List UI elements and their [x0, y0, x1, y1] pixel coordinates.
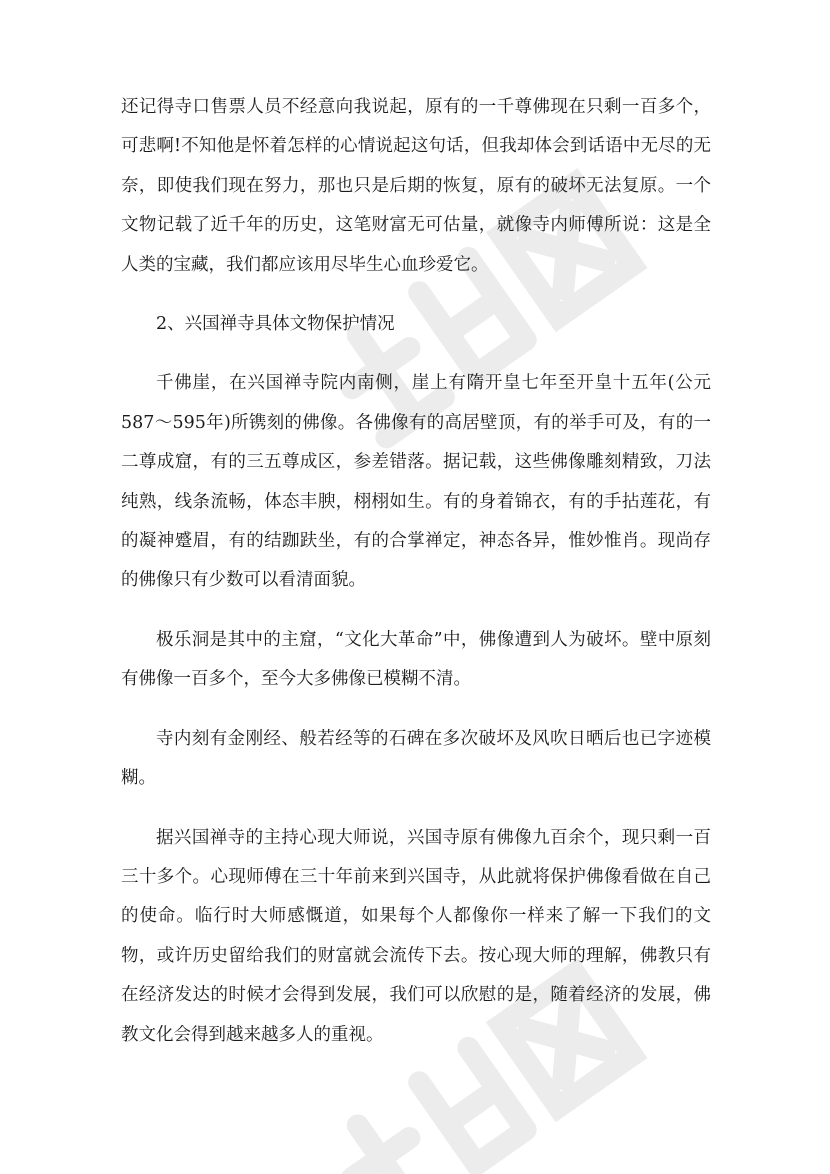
section-heading: 2、兴国禅寺具体文物保护情况: [156, 314, 395, 335]
paragraph-thousand-buddha-cliff: 千佛崖，在兴国禅寺院内南侧，崖上有隋开皇七年至开皇十五年(公元587～595年)所镌刻的佛像。各佛像有的高居壁顶，有的举手可及，有的一二尊成窟，有的三五尊成区，参差错落。据记载，这些佛像雕刻精致，刀法纯熟，线条流畅，体态丰腴，栩栩如生。有的身着锦衣，有的手拈莲花，有的凝神蹙眉，有的结跏趺坐，有的合掌禅定，神态各异，惟妙惟肖。现尚存的佛像只有少数可以看清面貌。: [121, 373, 711, 591]
paragraph-stone-tablets: 寺内刻有金刚经、般若经等的石碑在多次破坏及风吹日晒后也已字迹模糊。: [121, 728, 711, 789]
document-body: [121, 88, 711, 1055]
paragraph-jile-cave: 极乐洞是其中的主窟，“文化大革命”中，佛像遭到人为破坏。壁中原刻有佛像一百多个，至今大多佛像已模糊不清。: [121, 629, 711, 690]
paragraph-master-xinxian: 据兴国禅寺的主持心现大师说，兴国寺原有佛像九百余个，现只剩一百三十多个。心现师傅在三十年前来到兴国寺，从此就将保护佛像看做在自己的使命。临行时大师感慨道，如果每个人都像你一样来了解一下我们的文物，或许历史留给我们的财富就会流传下去。按心现大师的理解，佛教只有在经济发达的时候才会得到发展，我们可以欣慰的是，随着经济的发展，佛教文化会得到越来越多人的重视。: [121, 827, 711, 1045]
paragraph-ticket-seller: 还记得寺口售票人员不经意向我说起，原有的一千尊佛现在只剩一百多个，可悲啊!不知他是怀着怎样的心情说起这句话，但我却体会到话语中无尽的无奈，即使我们现在努力，那也只是后期的恢复，原有的破坏无法复原。一个文物记载了近千年的历史，这笔财富无可估量，就像寺内师傅所说：这是全人类的宝藏，我们都应该用尽毕生心血珍爱它。: [121, 97, 711, 275]
